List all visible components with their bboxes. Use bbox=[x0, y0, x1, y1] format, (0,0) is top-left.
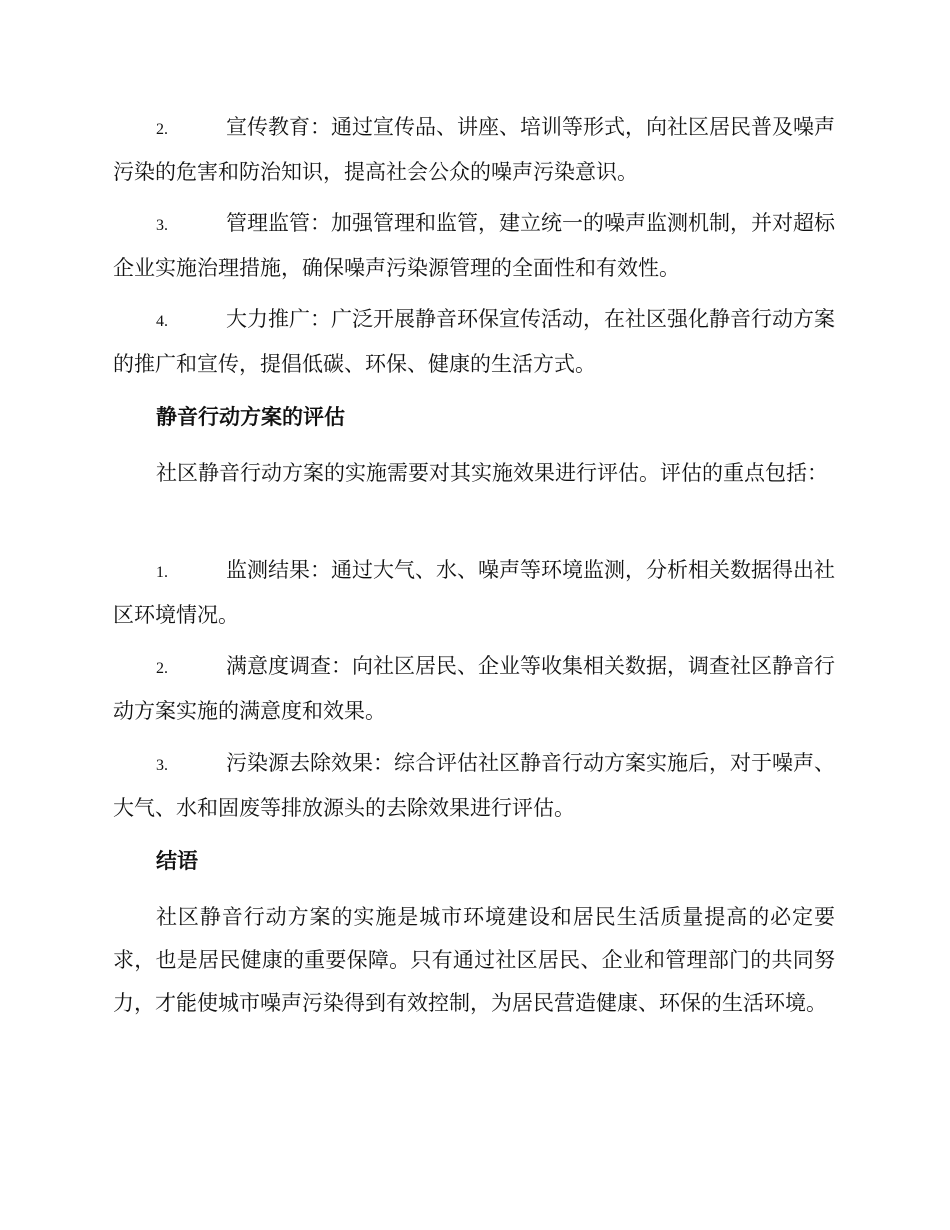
list-text: 宣传教育：通过宣传品、讲座、培训等形式，向社区居民普及噪声污染的危害和防治知识，提高社会公众的噪声污染意识。 bbox=[113, 115, 835, 184]
list-text: 污染源去除效果：综合评估社区静音行动方案实施后，对于噪声、大气、水和固废等排放源头的去除效果进行评估。 bbox=[113, 751, 835, 820]
list-item bbox=[113, 645, 835, 733]
list-number: 2. bbox=[156, 121, 168, 138]
list-text: 大力推广：广泛开展静音环保宣传活动，在社区强化静音行动方案的推广和宣传，提倡低碳、环保、健康的生活方式。 bbox=[113, 307, 835, 376]
list-text: 管理监管：加强管理和监管，建立统一的噪声监测机制，并对超标企业实施治理措施，确保噪声污染源管理的全面性和有效性。 bbox=[113, 211, 835, 280]
list-item bbox=[113, 742, 835, 830]
list-item bbox=[113, 106, 835, 194]
list-number: 3. bbox=[156, 217, 168, 234]
paragraph: 社区静音行动方案的实施需要对其实施效果进行评估。评估的重点包括： bbox=[156, 461, 828, 485]
list-text: 满意度调查：向社区居民、企业等收集相关数据，调查社区静音行动方案实施的满意度和效果。 bbox=[113, 654, 835, 723]
list-text: 监测结果：通过大气、水、噪声等环境监测，分析相关数据得出社区环境情况。 bbox=[113, 558, 835, 627]
list-number: 4. bbox=[156, 313, 168, 330]
list-item bbox=[113, 202, 835, 290]
paragraph: 社区静音行动方案的实施是城市环境建设和居民生活质量提高的必定要求，也是居民健康的重要保障。只有通过社区居民、企业和管理部门的共同努力，才能使城市噪声污染得到有效控制，为居民营造健康、环保的生活环境。 bbox=[113, 905, 835, 1015]
section-heading: 静音行动方案的评估 bbox=[156, 405, 345, 429]
section-heading: 结语 bbox=[156, 849, 198, 873]
list-number: 2. bbox=[156, 660, 168, 677]
list-item bbox=[113, 549, 835, 637]
list-number: 1. bbox=[156, 564, 168, 581]
list-number: 3. bbox=[156, 757, 168, 774]
list-item bbox=[113, 298, 835, 386]
